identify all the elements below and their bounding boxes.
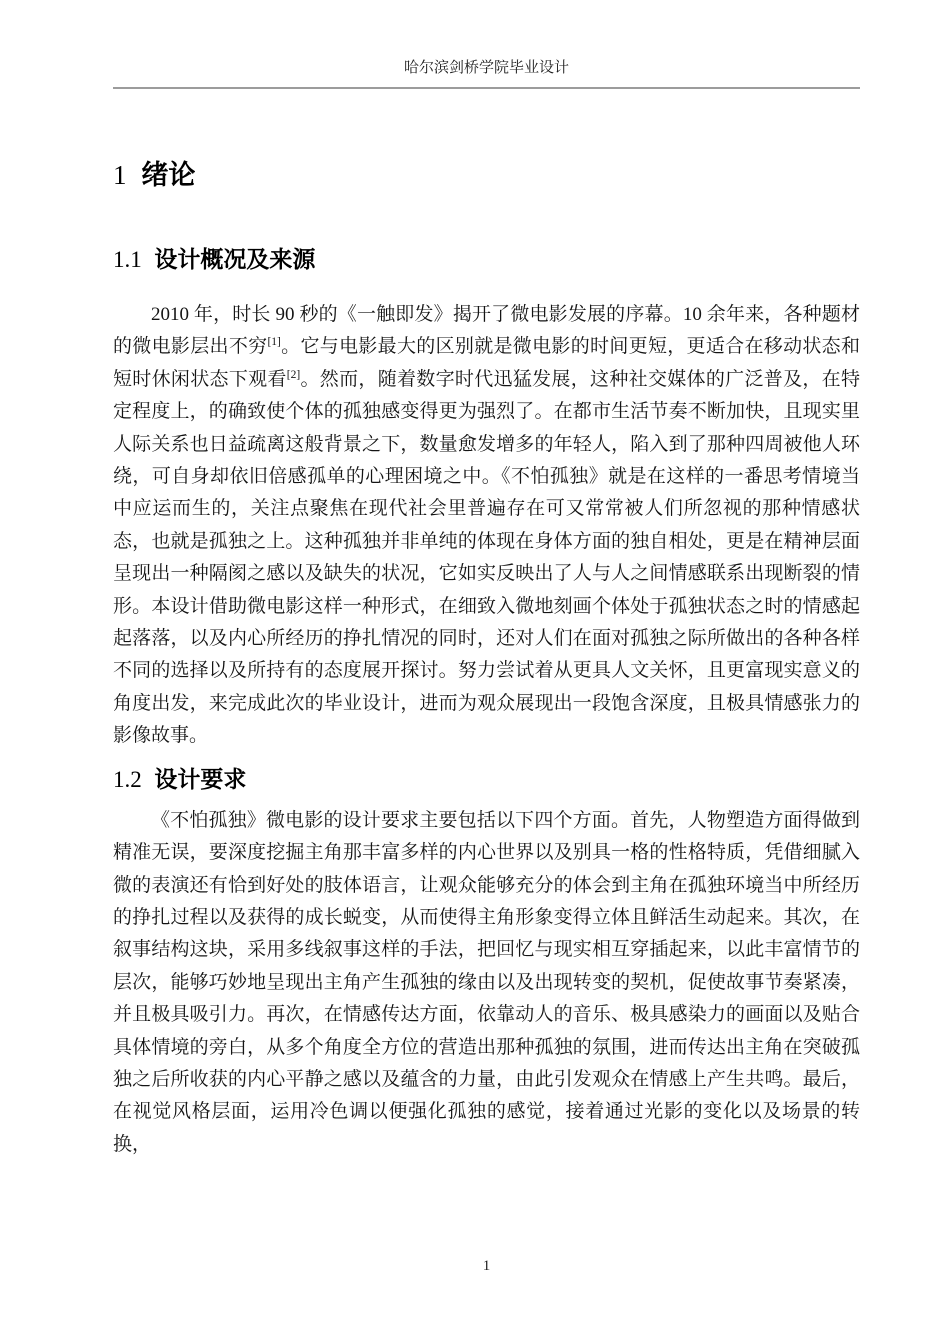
section-1-2-title: 设计要求 — [154, 765, 247, 792]
section-1-2-number: 1.2 — [113, 766, 142, 792]
section-heading-1-1 — [113, 246, 860, 273]
chapter-title: 绪论 — [141, 160, 196, 190]
paragraph-text: 。它与电影最大的区别就是微电影的时间更短，更适合在移动状态和短时休闲状态下观看 — [113, 336, 860, 390]
page-footer — [113, 1258, 860, 1275]
paragraph-design-overview — [113, 299, 860, 753]
page-number: 1 — [482, 1258, 491, 1274]
citation-ref-1: [1] — [267, 336, 281, 349]
section-1-1-title: 设计概况及来源 — [154, 246, 316, 272]
chapter-number: 1 — [113, 160, 127, 190]
page-header — [113, 58, 860, 89]
paragraph-text: 。然而，随着数字时代迅猛发展，这种社交媒体的广泛普及，在特定程度上，的确致使个体的孤独感变得更为强烈了。在都市生活节奏不断加快，且现实里人际关系也日益疏离这般背景之下，数量愈发增多的年轻人，陷入到了那种四周被他人环绕，可自身却依旧倍感孤单的心理困境之中。《不怕孤独》就是在这样的一番思考情境当中应运而生的，关注点聚焦在现代社会里普遍存在可又常常被人们所忽视的那种情感状态，也就是孤独之上。这种孤独并非单纯的体现在身体方面的独自相处，更是在精神层面呈现出一种隔阂之感以及缺失的状况，它如实反映出了人与人之间情感联系出现断裂的情形。本设计借助微电影这样一种形式，在细致入微地刻画个体处于孤独状态之时的情感起起落落，以及内心所经历的挣扎情况的同时，还对人们在面对孤独之际所做出的各种各样不同的选择以及所持有的态度展开探讨。努力尝试着从更具人文关怀，且更富现实意义的角度出发，来完成此次的毕业设计，进而为观众展现出一段饱含深度，且极具情感张力的影像故事。 — [113, 368, 860, 747]
chapter-heading — [113, 160, 860, 190]
header-title: 哈尔滨剑桥学院毕业设计 — [403, 60, 569, 76]
citation-ref-2: [2] — [286, 368, 301, 381]
paragraph-text: 2010 年，时长 90 秒的《一触即发》揭开了微电影发展的序幕。10 余年来，各种题材的微电影层出不穷 — [113, 304, 860, 358]
section-1-1-number: 1.1 — [113, 247, 142, 272]
paragraph-text: 《不怕孤独》微电影的设计要求主要包括以下四个方面。首先，人物塑造方面得做到精准无误，要深度挖掘主角那丰富多样的内心世界以及别具一格的性格特质，凭借细腻入微的表演还有恰到好处的肢体语言，让观众能够充分的体会到主角在孤独环境当中所经历的挣扎过程以及获得的成长蜕变，从而使得主角形象变得立体且鲜活生动起来。其次，在叙事结构这块，采用多线叙事这样的手法，把回忆与现实相互穿插起来，以此丰富情节的层次，能够巧妙地呈现出主角产生孤独的缘由以及出现转变的契机，促使故事节奏紧凑，并且极具吸引力。再次，在情感传达方面，依靠动人的音乐、极具感染力的画面以及贴合具体情境的旁白，从多个角度全方位的营造出那种孤独的氛围，进而传达出主角在突破孤独之后所收获的内心平静之感以及蕴含的力量，由此引发观众在情感上产生共鸣。最后，在视觉风格层面，运用冷色调以便强化孤独的感觉，接着通过光影的变化以及场景的转换， — [113, 809, 860, 1155]
section-heading-1-2 — [113, 766, 860, 793]
paragraph-design-requirements — [113, 805, 860, 1161]
